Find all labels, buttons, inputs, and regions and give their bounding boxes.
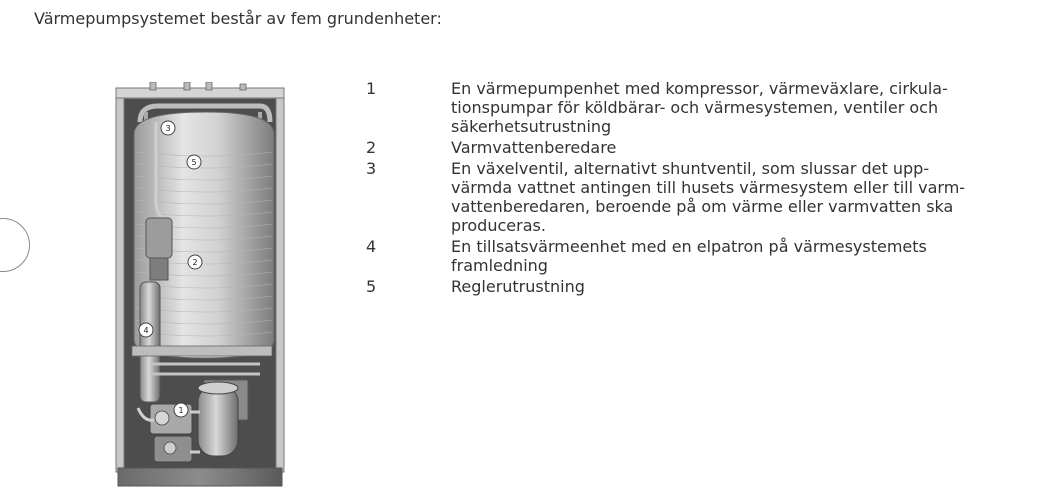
cabinet-base [118, 468, 282, 486]
legend-description-line: säkerhetsutrustning [451, 117, 612, 136]
marker-3 [161, 121, 175, 135]
legend-item [366, 79, 1042, 136]
marker-1 [174, 403, 188, 417]
legend-description [451, 79, 1042, 136]
legend-description [451, 138, 1042, 157]
legend-description-line: vattenberedaren, beroende på om värme eller varmvatten ska [451, 197, 954, 216]
legend-number: 4 [366, 237, 377, 256]
svg-text:2: 2 [192, 258, 198, 267]
compressor [198, 382, 238, 456]
legend-description [451, 237, 1042, 275]
legend-description-line: tionspumpar för köldbärar- och värmesystemen, ventiler och [451, 98, 939, 117]
page-tab-marker [0, 218, 30, 272]
svg-text:3: 3 [165, 124, 171, 133]
component-legend [366, 79, 1042, 298]
svg-text:1: 1 [178, 406, 184, 415]
svg-text:4: 4 [143, 326, 149, 335]
legend-item [366, 138, 1042, 157]
marker-4 [139, 323, 153, 337]
legend-description-line: Varmvattenberedare [451, 138, 617, 157]
legend-item [366, 277, 1042, 296]
legend-description-line: En växelventil, alternativt shuntventil, som slussar det upp- [451, 159, 930, 178]
control-unit [146, 218, 172, 258]
intro-text: Värmepumpsystemet består av fem grundenheter: [34, 9, 442, 28]
legend-item [366, 159, 1042, 235]
marker-2 [188, 255, 202, 269]
legend-description-line: produceras. [451, 216, 546, 235]
legend-number: 1 [366, 79, 377, 98]
legend-description-line: En tillsatsvärmeenhet med en elpatron på värmesystemets [451, 237, 927, 256]
marker-5 [187, 155, 201, 169]
heat-pump-illustration [110, 82, 290, 488]
legend-description [451, 277, 1042, 296]
immersion-heater [140, 282, 160, 402]
legend-item [366, 237, 1042, 275]
legend-description-line: framledning [451, 256, 548, 275]
legend-description-line: värmda vattnet antingen till husets värmesystem eller till varm- [451, 178, 966, 197]
legend-description [451, 159, 1042, 235]
legend-number: 5 [366, 277, 377, 296]
legend-description-line: En värmepumpenhet med kompressor, värmeväxlare, cirkula- [451, 79, 948, 98]
legend-number: 3 [366, 159, 377, 178]
svg-text:5: 5 [191, 158, 197, 167]
legend-number: 2 [366, 138, 377, 157]
legend-description-line: Reglerutrustning [451, 277, 585, 296]
